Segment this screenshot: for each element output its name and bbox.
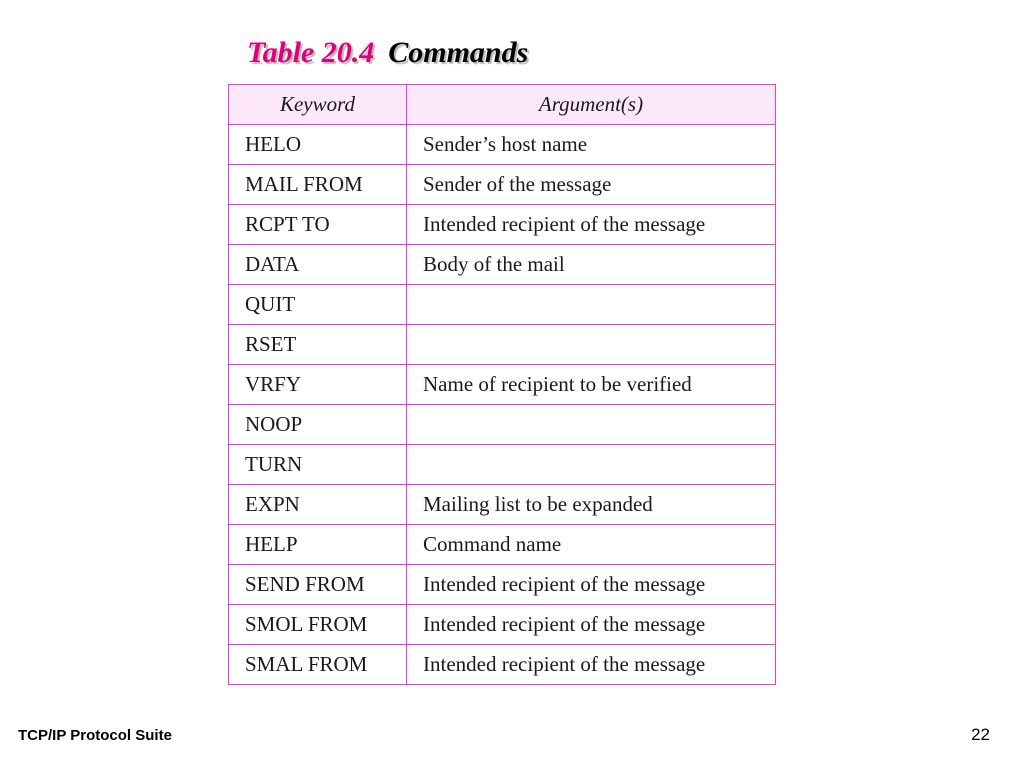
header-arguments: Argument(s): [407, 85, 776, 125]
table-body: [229, 125, 776, 685]
keyword-cell: RSET: [229, 325, 407, 365]
argument-cell: [407, 285, 776, 325]
argument-cell: Command name: [407, 525, 776, 565]
keyword-cell: SEND FROM: [229, 565, 407, 605]
keyword-cell: VRFY: [229, 365, 407, 405]
table-row: [229, 525, 776, 565]
argument-cell: Intended recipient of the message: [407, 205, 776, 245]
table-row: [229, 645, 776, 685]
argument-cell: Body of the mail: [407, 245, 776, 285]
argument-cell: [407, 405, 776, 445]
keyword-cell: SMAL FROM: [229, 645, 407, 685]
argument-cell: Name of recipient to be verified: [407, 365, 776, 405]
keyword-cell: HELO: [229, 125, 407, 165]
argument-cell: Mailing list to be expanded: [407, 485, 776, 525]
table-row: [229, 325, 776, 365]
table-row: [229, 125, 776, 165]
keyword-cell: SMOL FROM: [229, 605, 407, 645]
commands-table: [228, 84, 776, 685]
table-row: [229, 445, 776, 485]
table-row: [229, 245, 776, 285]
header-keyword: Keyword: [229, 85, 407, 125]
keyword-cell: TURN: [229, 445, 407, 485]
table-row: [229, 605, 776, 645]
table-row: [229, 485, 776, 525]
table-row: [229, 165, 776, 205]
argument-cell: Sender’s host name: [407, 125, 776, 165]
table-row: [229, 565, 776, 605]
table-row: [229, 405, 776, 445]
footer-course-title: TCP/IP Protocol Suite: [18, 727, 172, 744]
argument-cell: Intended recipient of the message: [407, 645, 776, 685]
table-row: [229, 365, 776, 405]
keyword-cell: RCPT TO: [229, 205, 407, 245]
argument-cell: [407, 445, 776, 485]
table-number: Table 20.4: [247, 36, 375, 69]
argument-cell: Intended recipient of the message: [407, 565, 776, 605]
slide-title: [247, 30, 528, 76]
argument-cell: Intended recipient of the message: [407, 605, 776, 645]
keyword-cell: MAIL FROM: [229, 165, 407, 205]
table-header-row: [229, 85, 776, 125]
argument-cell: [407, 325, 776, 365]
keyword-cell: DATA: [229, 245, 407, 285]
table-row: [229, 205, 776, 245]
keyword-cell: QUIT: [229, 285, 407, 325]
table-row: [229, 285, 776, 325]
keyword-cell: EXPN: [229, 485, 407, 525]
page-number: 22: [971, 725, 990, 744]
keyword-cell: NOOP: [229, 405, 407, 445]
argument-cell: Sender of the message: [407, 165, 776, 205]
table-title: Commands: [388, 36, 529, 69]
keyword-cell: HELP: [229, 525, 407, 565]
